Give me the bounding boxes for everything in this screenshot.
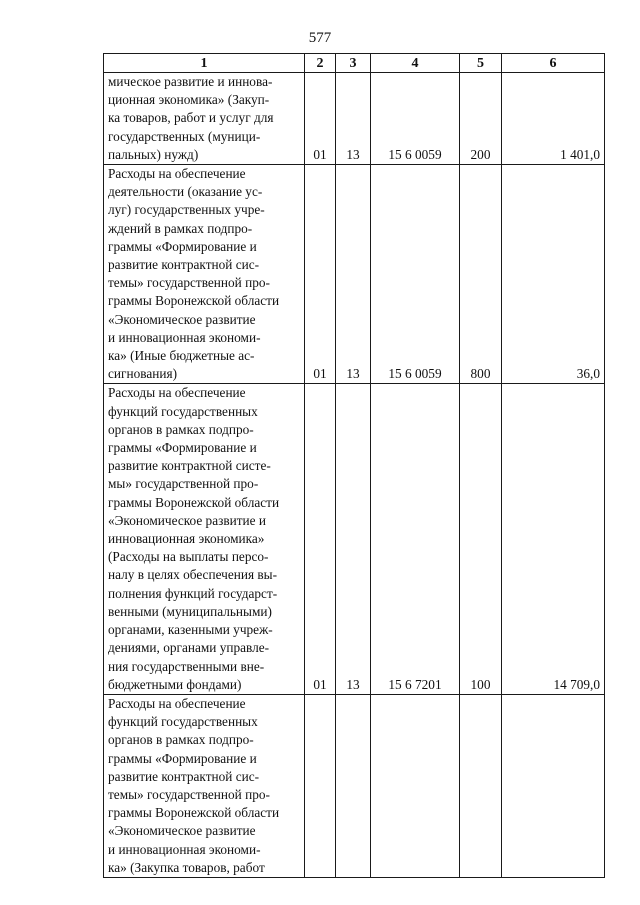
table-row	[104, 73, 605, 165]
row-subsection-code: 13	[336, 73, 371, 165]
row-subsection-code: 13	[336, 384, 371, 694]
row-section-code	[305, 694, 336, 877]
row-amount: 14 709,0	[502, 384, 605, 694]
row-target-article: 15 6 0059	[371, 73, 460, 165]
row-amount	[502, 694, 605, 877]
row-target-article: 15 6 0059	[371, 165, 460, 384]
table-row	[104, 165, 605, 384]
header-col-4: 4	[371, 54, 460, 73]
row-section-code: 01	[305, 73, 336, 165]
row-description: мическое развитие и иннова- ционная экономика» (Закуп- ка товаров, работ и услуг для государственных (муници- пальных) нужд)	[104, 73, 305, 165]
header-col-3: 3	[336, 54, 371, 73]
header-col-1: 1	[104, 54, 305, 73]
row-section-code: 01	[305, 384, 336, 694]
row-subsection-code	[336, 694, 371, 877]
row-target-article: 15 6 7201	[371, 384, 460, 694]
row-description: Расходы на обеспечение функций государственных органов в рамках подпро- граммы «Формирование и развитие контрактной сис- темы» государственной про- граммы Воронежской области «Экономическое развитие и инновационная экономи- ка» (Закупка товаров, работ	[104, 694, 305, 877]
row-amount: 1 401,0	[502, 73, 605, 165]
row-expense-type: 100	[460, 384, 502, 694]
header-col-6: 6	[502, 54, 605, 73]
table-header-row	[104, 54, 605, 73]
table-row	[104, 384, 605, 694]
table-row	[104, 694, 605, 877]
row-description: Расходы на обеспечение деятельности (оказание ус- луг) государственных учре- ждений в рамках подпро- граммы «Формирование и развитие контрактной сис- темы» государственной про- граммы Воронежской области «Экономическое развитие и инновационная экономи- ка» (Иные бюджетные ас- сигнования)	[104, 165, 305, 384]
row-expense-type: 200	[460, 73, 502, 165]
row-description: Расходы на обеспечение функций государственных органов в рамках подпро- граммы «Формирование и развитие контрактной систе- мы» государственной про- граммы Воронежской области «Экономическое развитие и инновационная экономика» (Расходы на выплаты персо- налу в целях обеспечения вы- полнения функций государст- венными (муниципальными) органами, казенными учреж- дениями, органами управле- ния государственными вне- бюджетными фондами)	[104, 384, 305, 694]
row-expense-type	[460, 694, 502, 877]
page-number: 577	[308, 30, 332, 46]
row-expense-type: 800	[460, 165, 502, 384]
row-target-article	[371, 694, 460, 877]
row-section-code: 01	[305, 165, 336, 384]
header-col-5: 5	[460, 54, 502, 73]
row-subsection-code: 13	[336, 165, 371, 384]
row-amount: 36,0	[502, 165, 605, 384]
header-col-2: 2	[305, 54, 336, 73]
budget-table	[103, 53, 605, 878]
